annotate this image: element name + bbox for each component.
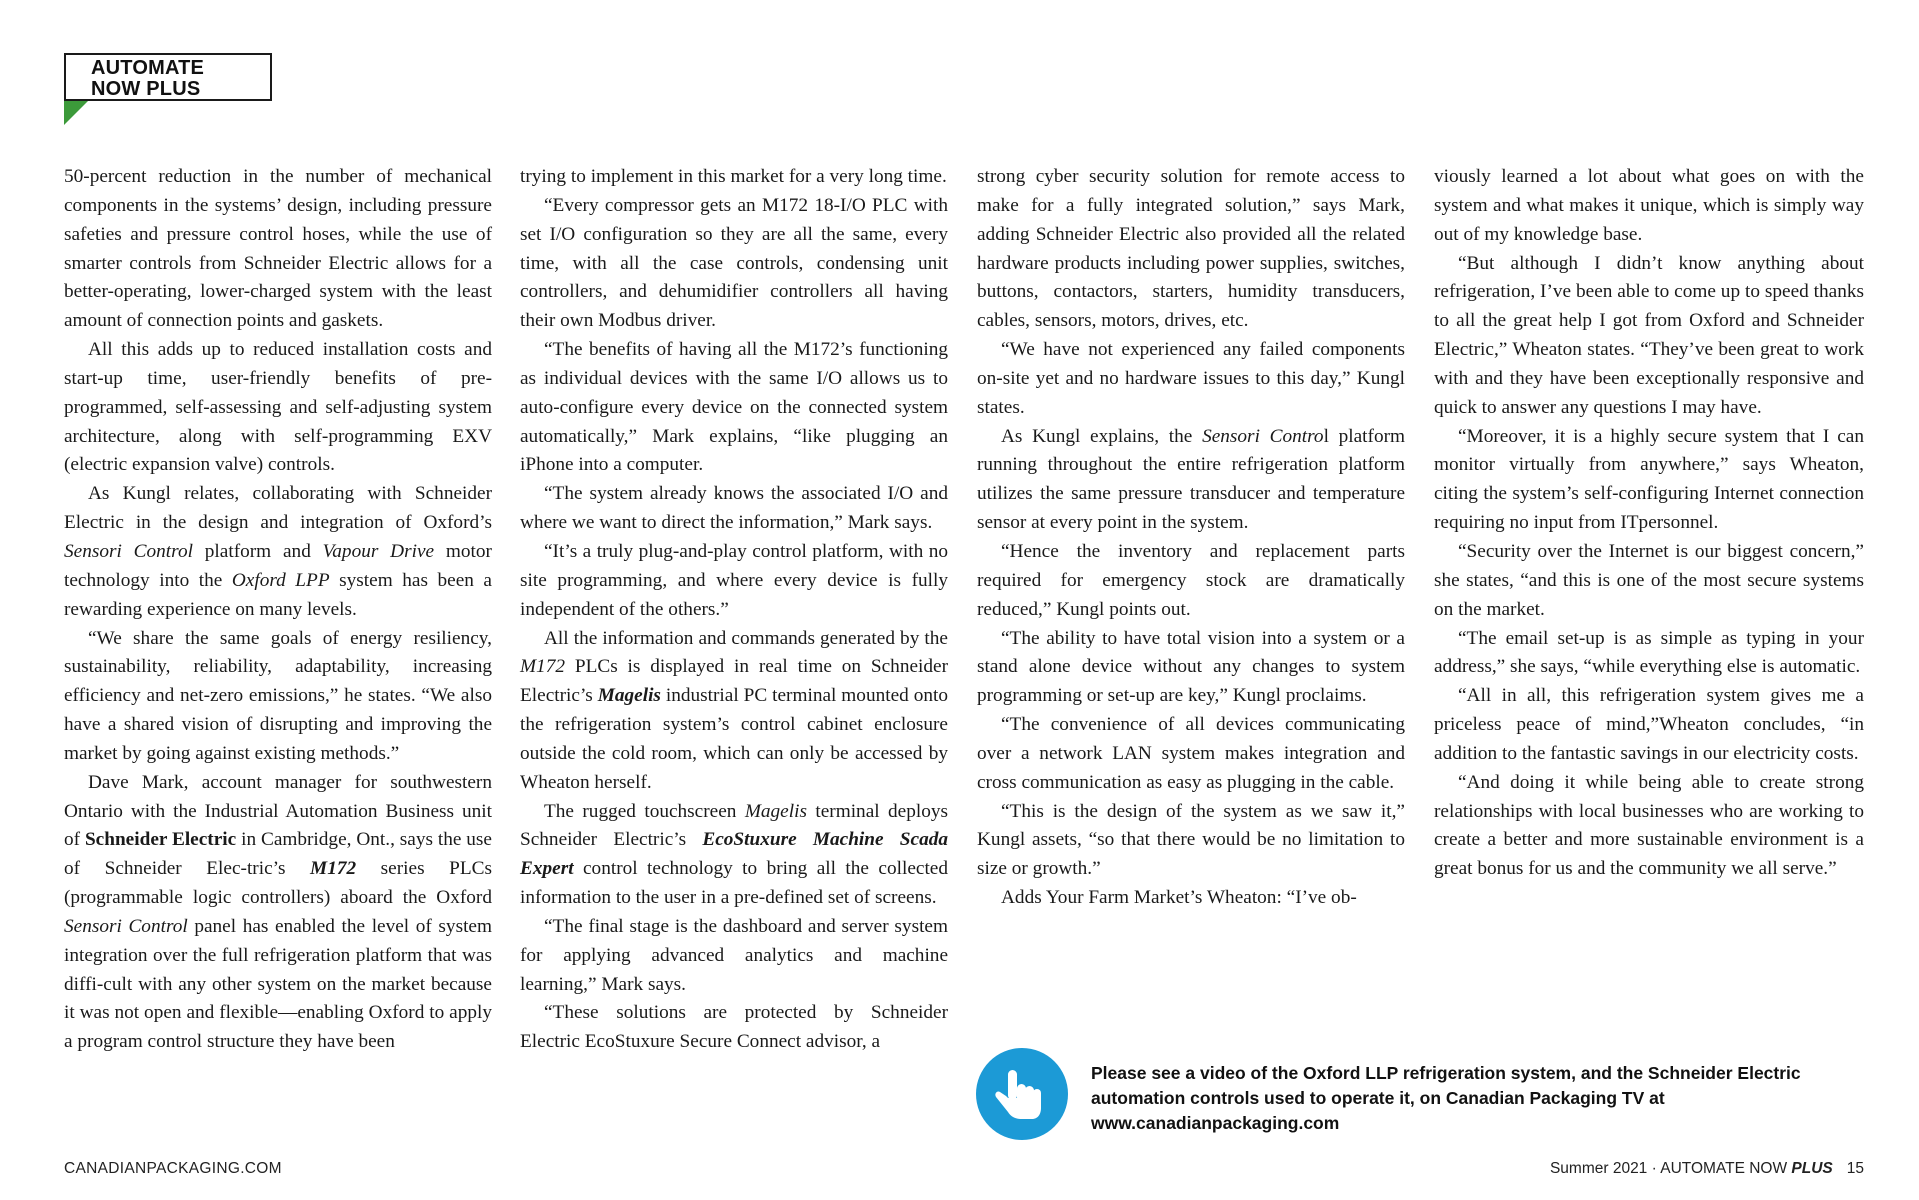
footer-site: CANADIANPACKAGING.COM [64,1160,282,1177]
article-column-4 [1434,163,1864,884]
paragraph: All the information and commands generated by the M172 PLCs is displayed in real time on Schneider Electric’s Magelis industrial PC terminal mounted onto the refrigeration system’s control cabinet enclosure outside the cold room, which can only be accessed by Wheaton herself. [520,627,948,793]
paragraph: “Every compressor gets an M172 18-I/O PLC with set I/O configuration so they are all the same, every time, with all the case controls, condensing unit controllers, and dehumidifier controllers all having their own Modbus driver. [520,194,948,332]
paragraph: Dave Mark, account manager for southwestern Ontario with the Industrial Automation Business unit of Schneider Electric in Cambridge, Ont., says the use of Schneider Elec-tric’s M172 series PLCs (programmable logic controllers) aboard the Oxford Sensori Control panel has enabled the level of system integration over the full refrigeration platform that was diffi-cult with any other system on the market because it was not open and flexible—enabling Oxford to apply a program control structure they have been [64,771,492,1053]
paragraph: “The benefits of having all the M172’s functioning as individual devices with the same I/O allows us to auto-configure every device on the connected system automatically,” Mark explains, “like plugging an iPhone into a computer. [520,339,948,476]
video-callout[interactable] [976,1046,1856,1141]
paragraph: “This is the design of the system as we saw it,” Kungl assets, “so that there would be no limitation to size or growth.” [977,800,1405,880]
page-number: 15 [1846,1160,1864,1177]
paragraph: “These solutions are protected by Schneider Electric EcoStuxure Secure Connect advisor, a [520,1002,948,1053]
paragraph: “We have not experienced any failed components on-site yet and no hardware issues to this day,” Kungl states. [977,339,1405,418]
paragraph: All this adds up to reduced installation costs and start-up time, user-friendly benefits of pre-programmed, self-assessing and self-adjusting system architecture, along with self-programming EXV (electric expansion valve) controls. [64,339,492,476]
paragraph: “And doing it while being able to create strong relationships with local businesses who are working to create a better and more sustainable environment is a great bonus for us and the community we all serve.” [1434,771,1864,880]
paragraph: “The system already knows the associated I/O and where we want to direct the information,” Mark says. [520,483,948,534]
magazine-logo [64,53,272,101]
paragraph: Adds Your Farm Market’s Wheaton: “I’ve ob- [1001,887,1357,909]
paragraph: “The convenience of all devices communicating over a network LAN system makes integration and cross communication as easy as plugging in the cable. [977,714,1405,793]
logo-accent-triangle [64,101,88,125]
paragraph: strong cyber security solution for remote access to make for a fully integrated solution,” says Mark, adding Schneider Electric also provided all the related hardware products including power supplies, switches, buttons, contactors, starters, humidity transducers, cables, sensors, motors, drives, etc. [977,166,1405,332]
paragraph: “Moreover, it is a highly secure system that I can monitor virtually from anywhere,” says Wheaton, citing the system’s self-configuring Internet connection requiring no input from ITpersonnel. [1434,425,1864,534]
paragraph: “Security over the Internet is our biggest concern,” she states, “and this is one of the most secure systems on the market. [1434,540,1864,620]
logo-line-1: AUTOMATE [91,57,205,79]
article-column-3 [977,163,1405,913]
paragraph: viously learned a lot about what goes on with the system and what makes it unique, which is simply way out of my knowledge base. [1434,166,1864,245]
pointing-hand-icon[interactable] [976,1048,1068,1140]
paragraph: As Kungl relates, collaborating with Schneider Electric in the design and integration of Oxford’s Sensori Control platform and Vapour Drive motor technology into the Oxford LPP system has been a rewarding experience on many levels. [64,483,492,620]
footer-issue: Summer 2021 · AUTOMATE NOW PLUS 15 [1549,1160,1864,1177]
paragraph: “But although I didn’t know anything about refrigeration, I’ve been able to come up to speed thanks to all the great help I got from Oxford and Schneider Electric,” Wheaton states. “They’ve been great to work with and they have been exceptionally responsive and quick to answer any questions I may have. [1434,252,1864,418]
logo-line-2: NOW PLUS [91,78,201,100]
paragraph: “The ability to have total vision into a system or a stand alone device without any changes to system programming or set-up are key,” Kungl proclaims. [977,627,1405,707]
paragraph: The rugged touchscreen Magelis terminal deploys Schneider Electric’s EcoStuxure Machine Scada Expert control technology to bring all the collected information to the user in a pre-defined set of screens. [520,800,948,909]
callout-link[interactable]: www.canadianpackaging.com [1091,1113,1340,1133]
paragraph: 50-percent reduction in the number of mechanical components in the systems’ design, including pressure safeties and pressure control hoses, while the use of smarter controls from Schneider Electric allows for a better-operating, lower-charged system with the least amount of connection points and gaskets. [64,166,492,332]
article-column-1 [64,163,492,1057]
callout-text: Please see a video of the Oxford LLP refrigeration system, and the Schneider Electric automation controls used to operate it, on Canadian Packaging TV at www.canadianpackaging.com [1091,1061,1851,1136]
paragraph: “The email set-up is as simple as typing in your address,” she says, “while everything else is automatic. [1434,627,1864,678]
paragraph: “We share the same goals of energy resiliency, sustainability, reliability, adaptability, increasing efficiency and net-zero emissions,” he states. “We also have a shared vision of disrupting and improving the market by going against existing methods.” [64,627,492,764]
paragraph: “Hence the inventory and replacement parts required for emergency stock are dramatically reduced,” Kungl points out. [977,540,1405,620]
paragraph: “It’s a truly plug-and-play control platform, with no site programming, and where every device is fully independent of the others.” [520,540,948,620]
paragraph: “All in all, this refrigeration system gives me a priceless peace of mind,”Wheaton concludes, “in addition to the fantastic savings in our electricity costs. [1434,685,1864,764]
paragraph: As Kungl explains, the Sensori Control platform running throughout the entire refrigeration platform utilizes the same pressure transducer and temperature sensor at every point in the system. [977,425,1406,534]
paragraph: “The final stage is the dashboard and server system for applying advanced analytics and machine learning,” Mark says. [520,915,948,995]
paragraph: trying to implement in this market for a very long time. [520,166,947,187]
article-column-2 [520,163,948,1057]
